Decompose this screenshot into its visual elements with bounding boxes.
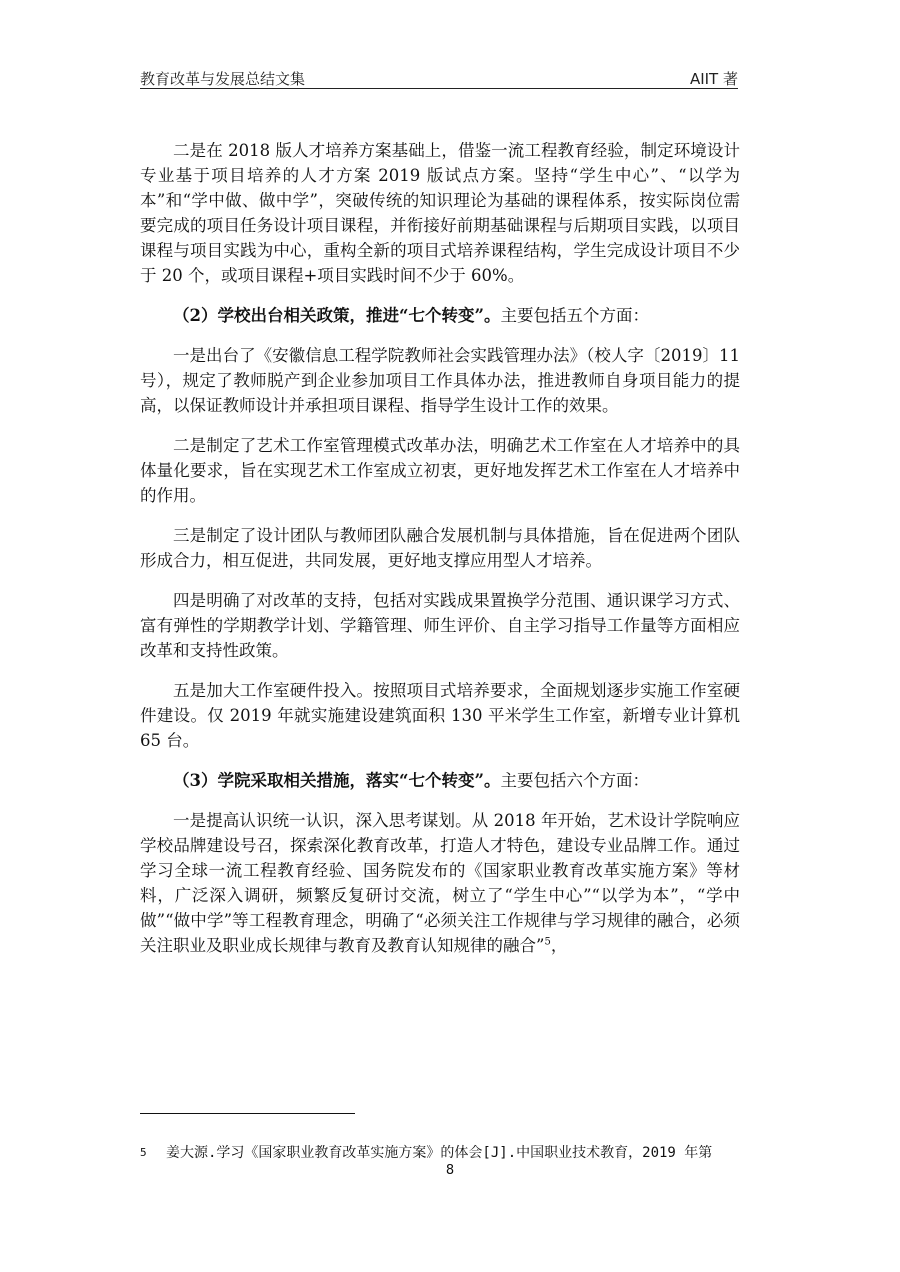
body-text	[140, 138, 740, 973]
section-heading-school-policy-tail: 主要包括五个方面：	[500, 306, 649, 325]
paragraph-plan-pilot: 二是在 2018 版人才培养方案基础上，借鉴一流工程教育经验，制定环境设计专业基于项目培养的人才方案 2019 版试点方案。坚持“学生中心”、“以学为本”和“学中做、做中学”，突破传统的知识理论为基础的课程体系，按实际岗位需要完成的项目任务设计项目课程，并衔接好前期基础课程与后期项目实践，以项目课程与项目实践为中心，重构全新的项目式培养课程结构，学生完成设计项目不少于 20 个，或项目课程+项目实践时间不少于 60%。	[140, 141, 740, 285]
paragraph-reform-support: 四是明确了对改革的支持，包括对实践成果置换学分范围、通识课学习方式、富有弹性的学期教学计划、学籍管理、师生评价、自主学习指导工作量等方面相应改革和支持性政策。	[140, 591, 740, 660]
paragraph-team-integration: 三是制定了设计团队与教师团队融合发展机制与具体措施，旨在促进两个团队形成合力，相互促进，共同发展，更好地支撑应用型人才培养。	[140, 526, 740, 570]
footnote-text: 姜大源.学习《国家职业教育改革实施方案》的体会[J].中国职业技术教育，2019 年第	[166, 1145, 713, 1161]
paragraph-teacher-practice: 一是出台了《安徽信息工程学院教师社会实践管理办法》（校人字〔2019〕11 号），规定了教师脱产到企业参加项目工作具体办法，推进教师自身项目能力的提高，以保证教师设计并承担项目课程、指导学生设计工作的效果。	[140, 346, 740, 415]
paragraph-hardware-investment: 五是加大工作室硬件投入。按照项目式培养要求，全面规划逐步实施工作室硬件建设。仅 2019 年就实施建设建筑面积 130 平米学生工作室，新增专业计算机 65 台。	[140, 681, 740, 750]
paragraph-unified-understanding-text: 一是提高认识统一认识，深入思考谋划。从 2018 年开始，艺术设计学院响应学校品牌建设号召，探索深化教育改革，打造人才特色，建设专业品牌工作。通过学习全球一流工程教育经验、国务院发布的《国家职业教育改革实施方案》等材料，广泛深入调研，频繁反复研讨交流，树立了“学生中心”“以学为本”，“学中做”“做中学”等工程教育理念，明确了“必须关注工作规律与学习规律的融合，必须关注职业及职业成长规律与教育及教育认知规律的融合”	[140, 811, 740, 955]
paragraph-unified-understanding	[140, 808, 740, 958]
section-heading-college-measures	[140, 768, 740, 793]
header-author: AIIT 著	[689, 70, 738, 88]
paragraph-unified-understanding-end: ，	[550, 936, 568, 955]
footnote-number: 5	[140, 1146, 147, 1159]
footnote	[140, 1143, 740, 1163]
paragraph-studio-reform: 二是制定了艺术工作室管理模式改革办法，明确艺术工作室在人才培养中的具体量化要求，旨在实现艺术工作室成立初衷，更好地发挥艺术工作室在人才培养中的作用。	[140, 436, 740, 505]
section-heading-school-policy	[140, 303, 740, 328]
footnote-separator	[140, 1113, 355, 1114]
running-header	[140, 66, 738, 89]
header-book-title: 教育改革与发展总结文集	[140, 70, 306, 88]
footnote-reference[interactable]: 5	[544, 936, 551, 948]
section-heading-school-policy-title: （2）学校出台相关政策，推进“七个转变”。	[173, 306, 501, 325]
page-number: 8	[445, 1163, 455, 1178]
section-heading-college-measures-title: （3）学院采取相关措施，落实“七个转变”。	[173, 771, 501, 790]
section-heading-college-measures-tail: 主要包括六个方面：	[500, 771, 649, 790]
